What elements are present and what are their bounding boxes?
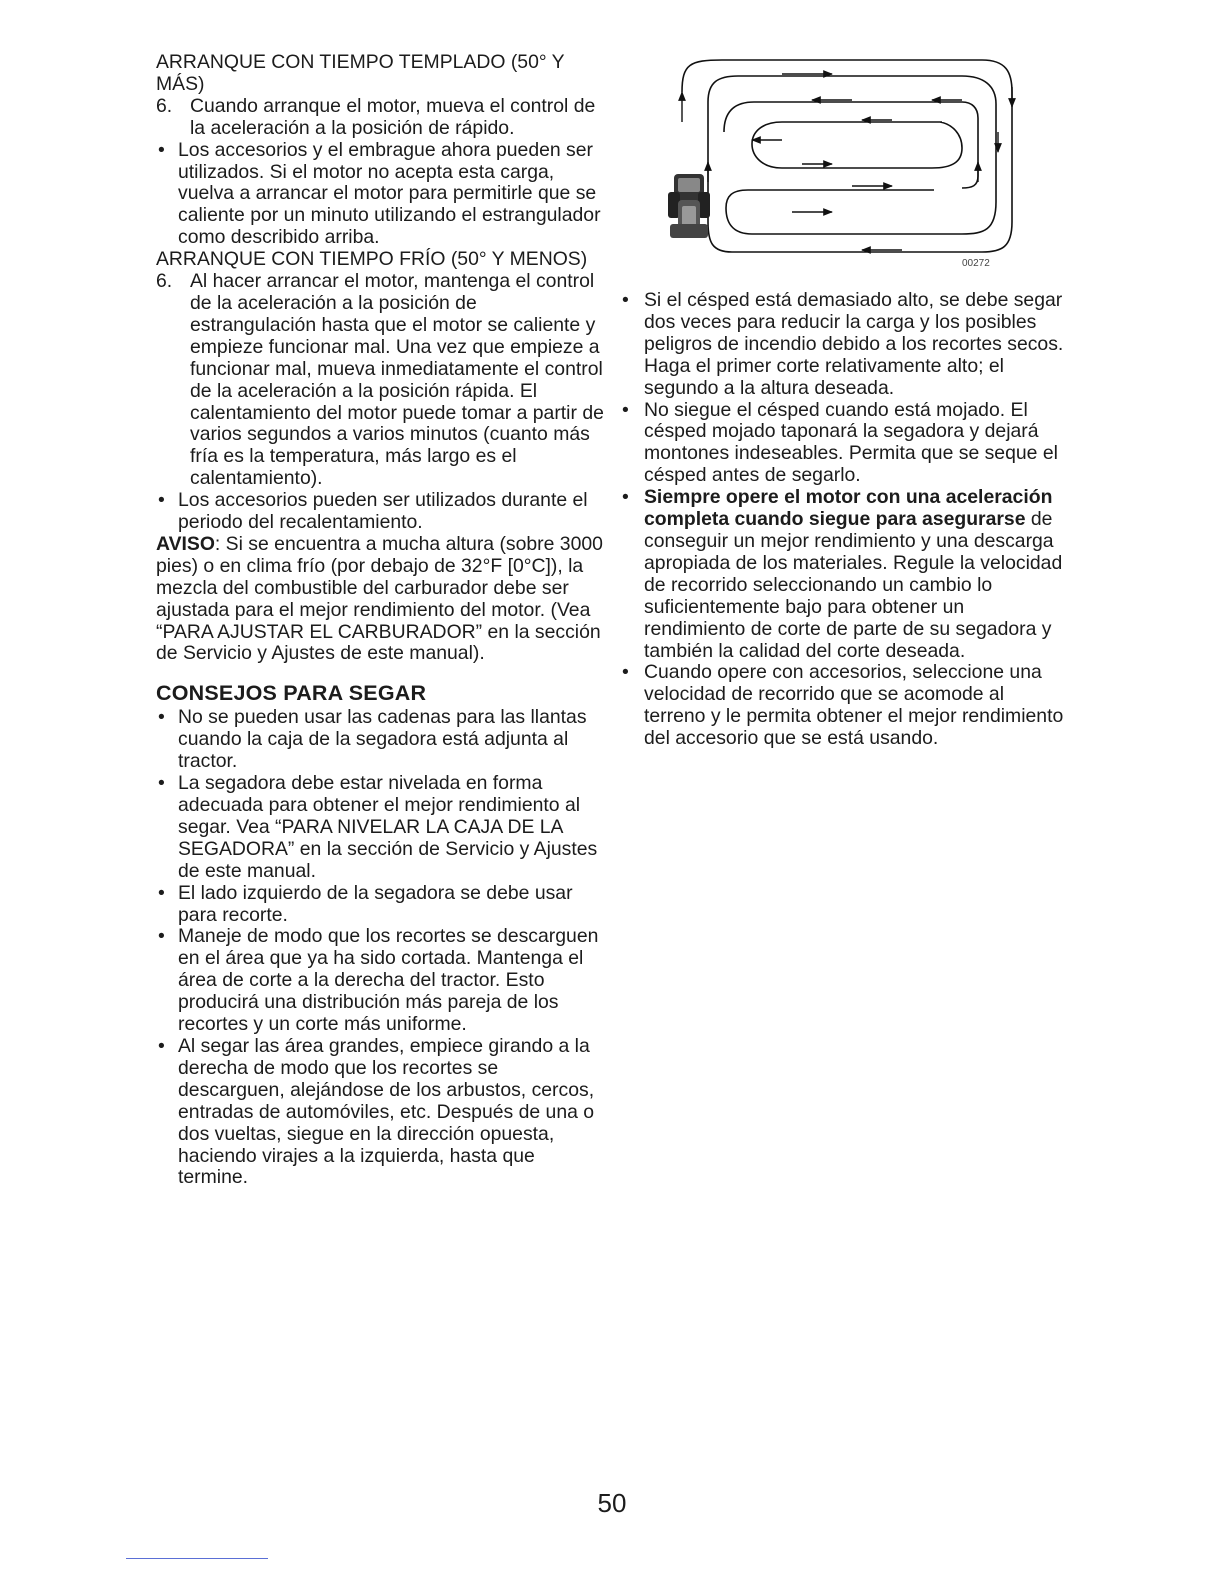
bullet-text: La segadora debe estar nivelada en forma adecuada para obtener el mejor rendimiento al segar. Vea “PARA NIVELAR LA CAJA DE LA SEGADORA” en la sección de Servicio y Ajustes de este manual. [178, 772, 598, 882]
notice-text: : Si se encuentra a mucha altura (sobre 3000 pies) o en clima frío (por debajo de 32°F [0°C]), la mezcla del combustible del carburador debe ser ajustada para el mejor rendimiento del motor. (Vea “PARA AJUSTAR EL CARBURADOR” en la sección de Servicio y Ajustes de este manual). [156, 532, 603, 665]
list-item [156, 883, 604, 927]
bullet-icon: • [622, 289, 629, 311]
bullet-text: El lado izquierdo de la segadora se debe usar para recorte. [178, 881, 573, 926]
bullet-icon: • [158, 138, 165, 161]
bullet-text: No se pueden usar las cadenas para las llantas cuando la caja de la segadora está adjunta al tractor. [178, 706, 587, 773]
figure-code: 00272 [962, 258, 990, 269]
list-item [620, 400, 1070, 488]
list-item [620, 290, 1070, 400]
bullet-icon: • [622, 486, 629, 509]
cold-start-heading: ARRANQUE CON TIEMPO FRÍO (50° Y MENOS) [156, 248, 588, 271]
cold-start-bullet [156, 490, 604, 534]
list-item [620, 662, 1070, 750]
list-item [156, 1036, 604, 1189]
bottom-rule [126, 1558, 268, 1559]
mowing-pattern-figure [662, 52, 1018, 272]
inner-path [724, 102, 978, 188]
outer-path [682, 60, 1012, 252]
warm-start-bullet [156, 140, 604, 250]
bullet-icon: • [158, 772, 165, 795]
step-text: Al hacer arrancar el motor, mantenga el control de la aceleración a la posición de estrangulación hasta que el motor se caliente y empieze funcionar mal. Una vez que empieze a funcionar mal, mueva inmediatamente el control de la aceleración a la posición rápida. El calentamiento del motor puede tomar a partir de varios segundos a varios minutos (cuanto más fría es la temperatura, más largo es el calentamiento). [190, 270, 604, 490]
bullet-icon: • [622, 661, 629, 684]
step-number: 6. [156, 270, 173, 293]
list-item [156, 926, 604, 1036]
bullet-icon: • [158, 706, 165, 729]
notice-paragraph [156, 534, 604, 665]
notice-label: AVISO [156, 532, 215, 555]
bullet-icon: • [158, 1034, 165, 1057]
cold-start-step [156, 271, 604, 490]
list-item [156, 707, 604, 773]
step-text: Cuando arranque el motor, mueva el control de la aceleración a la posición de rápido. [190, 94, 596, 139]
bullet-icon: • [158, 881, 165, 904]
bullet-text: Los accesorios y el embrague ahora pueden ser utilizados. Si el motor no acepta esta carga, vuelva a arrancar el motor para permitirle que se caliente por un minuto utilizando el estrangulador como describido arriba. [178, 138, 601, 249]
bullet-bold-text: Siempre opere el motor con una aceleración completa cuando siegue para asegurarse [644, 486, 1053, 531]
mowing-tips-heading: CONSEJOS PARA SEGAR [156, 681, 427, 706]
bullet-text: No siegue el césped cuando está mojado. El césped mojado taponará la segadora y dejará montones indeseables. Permita que se seque el césped antes de segarlo. [644, 398, 1058, 487]
bullet-text: Si el césped está demasiado alto, se debe segar dos veces para reducir la carga y los posibles peligros de incendio debido a los recortes secos. Haga el primer corte relativamente alto; el segundo a la altura deseada. [644, 289, 1064, 399]
bullet-text: Al segar las área grandes, empiece girando a la derecha de modo que los recortes se descarguen, alejándose de los arbustos, cercos, entradas de automóviles, etc. Después de una o dos vueltas, siegue en la dirección opuesta, haciendo virajes a la izquierda, hasta que termine. [178, 1034, 595, 1189]
bullet-text: de conseguir un mejor rendimiento y una descarga apropiada de los materiales. Regule la velocidad de recorrido seleccionando un cambio lo suficientemente bajo para obtener un rendimiento de corte de parte de su segadora y también la calidad del corte deseada. [644, 508, 1063, 662]
step-number: 6. [156, 94, 173, 117]
bullet-icon: • [622, 398, 629, 421]
list-item [156, 773, 604, 883]
left-column [156, 52, 604, 1189]
warm-start-step [156, 96, 604, 140]
bullet-text: Maneje de modo que los recortes se descarguen en el área que ya ha sido cortada. Mantenga el área de corte a la derecha del tractor. Esto producirá una distribución más pareja de los recortes y un corte más uniforme. [178, 925, 599, 1036]
warm-start-heading: ARRANQUE CON TIEMPO TEMPLADO (50° Y MÁS) [156, 51, 565, 95]
list-item [620, 487, 1070, 662]
bullet-icon: • [158, 925, 165, 948]
bullet-text: Los accesorios pueden ser utilizados durante el periodo del recalentamiento. [178, 489, 588, 534]
bullet-icon: • [158, 489, 165, 512]
innermost-path [752, 122, 962, 168]
bullet-text: Cuando opere con accesorios, seleccione una velocidad de recorrido que se acomode al terreno y le permita obtener el mejor rendimiento del accesorio que se está usando. [644, 661, 1064, 750]
tractor-icon [668, 174, 710, 238]
right-column [620, 290, 1070, 750]
page-number: 50 [597, 1488, 627, 1518]
